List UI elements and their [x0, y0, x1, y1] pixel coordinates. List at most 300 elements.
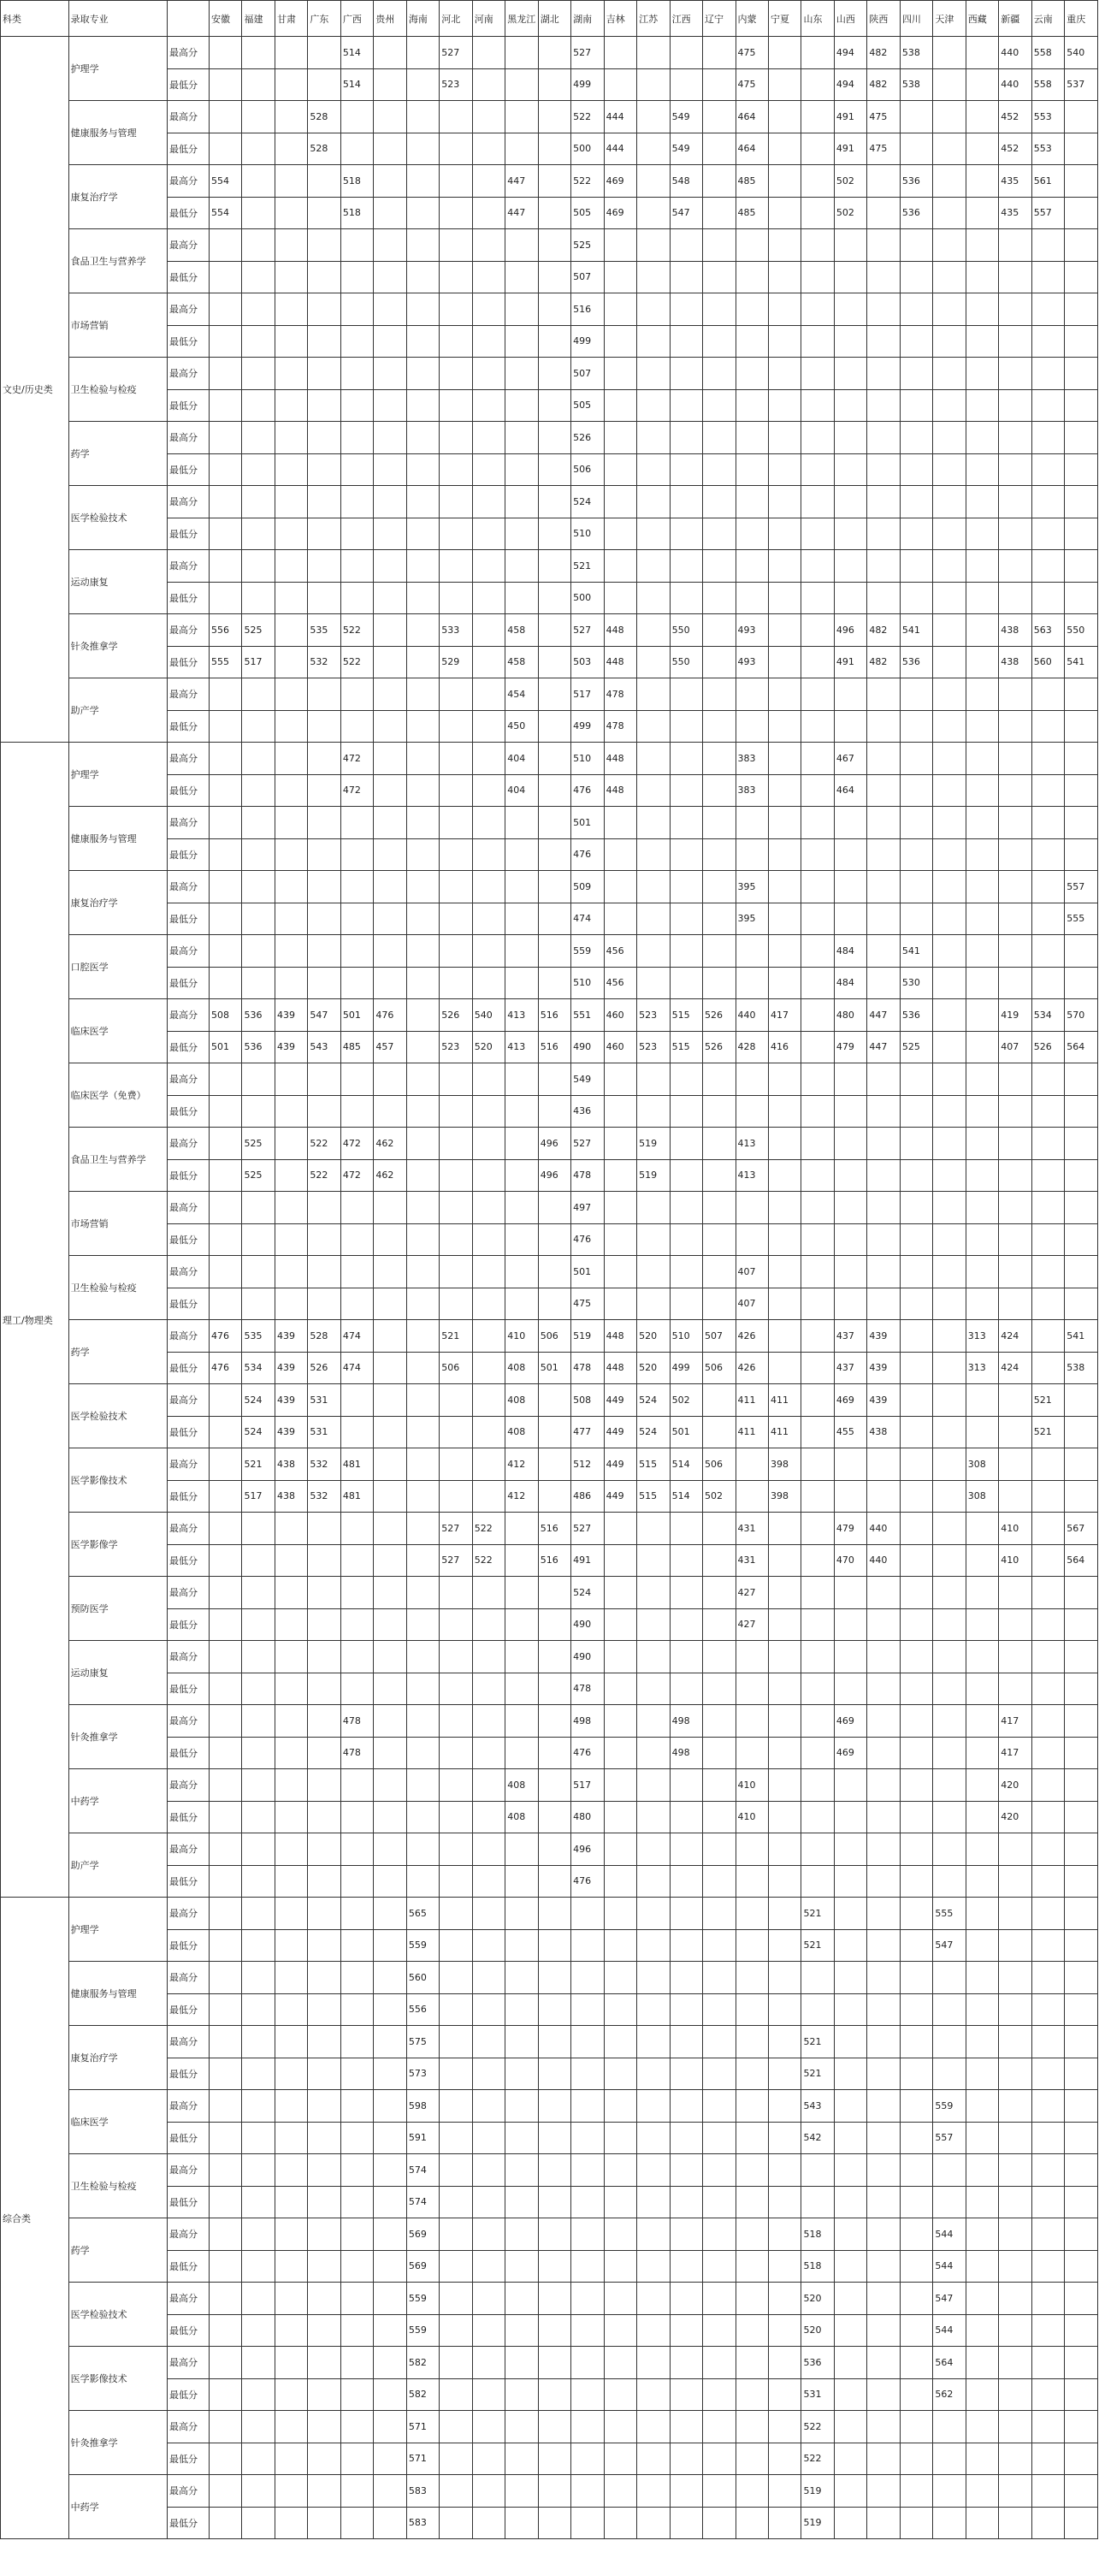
- score-cell: 424: [999, 1352, 1031, 1384]
- score-cell: [210, 1577, 242, 1609]
- score-cell: [703, 518, 736, 550]
- score-cell: [670, 229, 702, 262]
- score-cell: [210, 1288, 242, 1320]
- score-cell: [275, 838, 307, 871]
- score-cell: 507: [571, 358, 604, 390]
- score-cell: [703, 1128, 736, 1160]
- score-cell: [340, 1673, 373, 1705]
- score-cell: [406, 261, 439, 293]
- score-cell: [801, 1095, 834, 1128]
- score-cell: [308, 1769, 340, 1802]
- score-cell: [966, 293, 998, 326]
- score-cell: [933, 1641, 966, 1673]
- score-cell: [768, 2378, 801, 2411]
- score-cell: [505, 2218, 538, 2251]
- score-cell: [1031, 389, 1064, 422]
- score-cell: [440, 1159, 472, 1192]
- table-row: [1, 935, 1098, 968]
- score-cell: [308, 2218, 340, 2251]
- score-cell: [670, 68, 702, 101]
- score-cell: [933, 2186, 966, 2218]
- score-cell: [867, 1480, 900, 1513]
- score-cell: [406, 68, 439, 101]
- score-cell: [210, 1256, 242, 1288]
- score-cell: [999, 807, 1031, 839]
- score-cell: 527: [571, 1513, 604, 1545]
- score-cell: 514: [670, 1448, 702, 1481]
- score-cell: [966, 2475, 998, 2508]
- score-cell: [472, 2218, 505, 2251]
- score-cell: [440, 293, 472, 326]
- score-cell: [340, 293, 373, 326]
- score-cell: 475: [867, 133, 900, 165]
- score-cell: [210, 1769, 242, 1802]
- score-cell: [275, 774, 307, 807]
- score-cell: [637, 2218, 670, 2251]
- score-cell: [933, 101, 966, 133]
- score-cell: [900, 1929, 932, 1962]
- score-cell: 457: [374, 1031, 406, 1063]
- major-cell: 预防医学: [68, 1577, 167, 1641]
- score-cell: [340, 1577, 373, 1609]
- score-cell: [275, 678, 307, 711]
- score-cell: [406, 646, 439, 678]
- score-cell: 439: [275, 1416, 307, 1448]
- score-cell: [834, 2411, 866, 2443]
- score-cell: [867, 678, 900, 711]
- score-cell: [933, 197, 966, 229]
- score-cell: [440, 2186, 472, 2218]
- score-cell: [1031, 486, 1064, 518]
- score-cell: [637, 646, 670, 678]
- score-cell: 478: [604, 710, 636, 743]
- score-cell: [242, 453, 275, 486]
- header-province: 四川: [900, 1, 932, 37]
- score-cell: [374, 1865, 406, 1898]
- score-cell: 521: [801, 1929, 834, 1962]
- score-cell: [472, 1223, 505, 1256]
- score-cell: [736, 2411, 768, 2443]
- score-cell: [242, 1673, 275, 1705]
- score-cell: [440, 710, 472, 743]
- score-cell: [571, 1993, 604, 2026]
- major-cell: 口腔医学: [68, 935, 167, 999]
- score-cell: 519: [571, 1320, 604, 1353]
- score-cell: [374, 2378, 406, 2411]
- score-cell: [374, 1962, 406, 1994]
- score-cell: [242, 2347, 275, 2379]
- score-cell: [834, 1288, 866, 1320]
- score-cell: [275, 2507, 307, 2539]
- score-cell: [340, 261, 373, 293]
- score-cell: [966, 1031, 998, 1063]
- score-type-cell: 最低分: [168, 1031, 210, 1063]
- score-cell: 510: [670, 1320, 702, 1353]
- score-cell: [703, 2507, 736, 2539]
- score-cell: [275, 68, 307, 101]
- score-cell: [900, 1737, 932, 1769]
- score-cell: [538, 486, 570, 518]
- score-cell: [900, 358, 932, 390]
- score-cell: [999, 2411, 1031, 2443]
- score-cell: [999, 2218, 1031, 2251]
- score-cell: [374, 389, 406, 422]
- header-province: 山西: [834, 1, 866, 37]
- score-cell: [308, 1833, 340, 1866]
- score-cell: [1031, 871, 1064, 903]
- score-type-cell: 最低分: [168, 1801, 210, 1833]
- score-cell: 475: [736, 68, 768, 101]
- score-cell: [900, 2411, 932, 2443]
- score-cell: [703, 2378, 736, 2411]
- score-cell: [242, 1095, 275, 1128]
- score-cell: [505, 1705, 538, 1738]
- score-cell: [736, 293, 768, 326]
- score-cell: 490: [571, 1608, 604, 1641]
- score-cell: [1031, 229, 1064, 262]
- major-cell: 中药学: [68, 2475, 167, 2539]
- score-cell: 499: [571, 710, 604, 743]
- score-cell: [736, 1063, 768, 1096]
- score-cell: [999, 1833, 1031, 1866]
- score-cell: [242, 101, 275, 133]
- score-cell: [472, 358, 505, 390]
- score-cell: [801, 229, 834, 262]
- score-cell: [637, 2186, 670, 2218]
- score-cell: [736, 1865, 768, 1898]
- score-cell: [1031, 967, 1064, 999]
- score-cell: 439: [275, 999, 307, 1032]
- score-cell: 508: [210, 999, 242, 1032]
- score-cell: [440, 2507, 472, 2539]
- score-cell: [966, 1128, 998, 1160]
- score-cell: [538, 1384, 570, 1417]
- score-cell: 564: [1065, 1031, 1098, 1063]
- score-cell: [933, 1865, 966, 1898]
- score-cell: [933, 293, 966, 326]
- score-cell: 521: [801, 1898, 834, 1930]
- score-cell: [210, 37, 242, 69]
- score-cell: [275, 37, 307, 69]
- score-cell: [867, 1673, 900, 1705]
- score-cell: [505, 1608, 538, 1641]
- score-cell: 527: [571, 614, 604, 647]
- score-cell: 449: [604, 1448, 636, 1481]
- score-cell: [275, 1544, 307, 1577]
- score-cell: [801, 1833, 834, 1866]
- score-cell: 517: [242, 646, 275, 678]
- score-cell: [604, 582, 636, 614]
- score-cell: [834, 2090, 866, 2123]
- score-cell: [637, 1608, 670, 1641]
- score-cell: [472, 1641, 505, 1673]
- score-cell: 514: [340, 68, 373, 101]
- score-cell: [374, 37, 406, 69]
- score-cell: [966, 261, 998, 293]
- score-cell: [340, 903, 373, 935]
- score-cell: [340, 486, 373, 518]
- score-cell: [637, 2443, 670, 2475]
- score-cell: [440, 1288, 472, 1320]
- score-cell: [966, 197, 998, 229]
- score-cell: [538, 358, 570, 390]
- score-cell: [505, 2058, 538, 2090]
- table-row: [1, 2218, 1098, 2251]
- score-cell: [867, 1769, 900, 1802]
- score-cell: [210, 1801, 242, 1833]
- score-cell: [406, 871, 439, 903]
- score-cell: [966, 2218, 998, 2251]
- table-row: [1, 614, 1098, 647]
- score-cell: 502: [834, 165, 866, 198]
- score-cell: 485: [736, 165, 768, 198]
- score-cell: [637, 582, 670, 614]
- score-cell: 522: [340, 614, 373, 647]
- score-cell: [374, 68, 406, 101]
- score-cell: [275, 1769, 307, 1802]
- score-cell: [1031, 2347, 1064, 2379]
- score-cell: [670, 838, 702, 871]
- score-cell: [374, 358, 406, 390]
- score-cell: [374, 518, 406, 550]
- score-cell: [374, 1608, 406, 1641]
- score-type-cell: 最高分: [168, 2154, 210, 2187]
- score-cell: [1031, 2314, 1064, 2347]
- header-province: 云南: [1031, 1, 1064, 37]
- score-cell: 522: [472, 1544, 505, 1577]
- score-cell: [670, 1833, 702, 1866]
- score-cell: [538, 518, 570, 550]
- score-cell: [801, 967, 834, 999]
- score-cell: [571, 2218, 604, 2251]
- score-cell: [340, 2443, 373, 2475]
- score-cell: [768, 101, 801, 133]
- score-cell: [670, 293, 702, 326]
- score-cell: [340, 1384, 373, 1417]
- score-cell: [275, 1737, 307, 1769]
- score-cell: [1065, 1095, 1098, 1128]
- score-cell: [768, 1898, 801, 1930]
- header-score-type: [168, 1, 210, 37]
- score-cell: [933, 1513, 966, 1545]
- score-cell: 564: [1065, 1544, 1098, 1577]
- score-cell: 494: [834, 68, 866, 101]
- score-cell: [275, 1063, 307, 1096]
- score-cell: 526: [703, 1031, 736, 1063]
- table-row: [1, 1898, 1098, 1930]
- score-cell: 452: [999, 133, 1031, 165]
- major-cell: 运动康复: [68, 1641, 167, 1705]
- score-cell: [703, 710, 736, 743]
- score-cell: [736, 1480, 768, 1513]
- score-cell: [768, 2507, 801, 2539]
- score-cell: 411: [768, 1384, 801, 1417]
- score-cell: [210, 1416, 242, 1448]
- score-cell: [440, 935, 472, 968]
- score-cell: [406, 550, 439, 583]
- score-cell: [703, 550, 736, 583]
- score-cell: [440, 1384, 472, 1417]
- score-cell: 417: [999, 1737, 1031, 1769]
- score-type-cell: 最低分: [168, 133, 210, 165]
- score-cell: [604, 2347, 636, 2379]
- score-cell: [275, 1898, 307, 1930]
- score-cell: [933, 1095, 966, 1128]
- score-cell: [637, 2090, 670, 2123]
- score-cell: [210, 293, 242, 326]
- score-cell: [340, 1256, 373, 1288]
- score-cell: [538, 2218, 570, 2251]
- score-type-cell: 最高分: [168, 358, 210, 390]
- score-cell: 549: [670, 133, 702, 165]
- score-cell: 538: [900, 37, 932, 69]
- score-cell: [768, 2122, 801, 2154]
- header-province: 西藏: [966, 1, 998, 37]
- score-cell: [538, 1673, 570, 1705]
- score-cell: 553: [1031, 101, 1064, 133]
- score-cell: [834, 325, 866, 358]
- score-cell: 496: [571, 1833, 604, 1866]
- score-cell: [768, 2090, 801, 2123]
- score-cell: [1065, 325, 1098, 358]
- score-cell: [406, 389, 439, 422]
- score-cell: 439: [867, 1384, 900, 1417]
- score-cell: [670, 2218, 702, 2251]
- score-cell: [505, 2186, 538, 2218]
- score-cell: 535: [308, 614, 340, 647]
- header-province: 安徽: [210, 1, 242, 37]
- score-cell: [670, 2186, 702, 2218]
- score-cell: [406, 1288, 439, 1320]
- score-cell: 519: [637, 1159, 670, 1192]
- score-cell: [867, 967, 900, 999]
- score-cell: [308, 2411, 340, 2443]
- score-cell: [933, 582, 966, 614]
- score-type-cell: 最高分: [168, 1320, 210, 1353]
- score-cell: 516: [538, 1031, 570, 1063]
- score-cell: [571, 2058, 604, 2090]
- score-cell: [999, 1223, 1031, 1256]
- score-cell: [374, 1801, 406, 1833]
- score-cell: [210, 1833, 242, 1866]
- score-cell: [1065, 133, 1098, 165]
- score-cell: [210, 2090, 242, 2123]
- score-cell: [900, 1448, 932, 1481]
- score-cell: 476: [210, 1352, 242, 1384]
- score-cell: [1031, 1801, 1064, 1833]
- score-cell: [966, 453, 998, 486]
- score-cell: [538, 1801, 570, 1833]
- score-cell: [703, 2283, 736, 2315]
- score-cell: [604, 2411, 636, 2443]
- score-cell: [1031, 582, 1064, 614]
- score-cell: [834, 807, 866, 839]
- score-cell: 447: [867, 1031, 900, 1063]
- score-cell: [736, 2475, 768, 2508]
- score-cell: [308, 2026, 340, 2058]
- score-cell: [571, 2283, 604, 2315]
- score-cell: [1065, 1448, 1098, 1481]
- score-cell: [374, 1833, 406, 1866]
- score-cell: [768, 1801, 801, 1833]
- score-cell: [768, 1705, 801, 1738]
- score-cell: [242, 325, 275, 358]
- score-cell: [604, 1801, 636, 1833]
- score-cell: [703, 389, 736, 422]
- score-cell: 448: [604, 774, 636, 807]
- score-cell: [538, 1962, 570, 1994]
- score-cell: [374, 1544, 406, 1577]
- score-cell: [900, 1480, 932, 1513]
- score-cell: 398: [768, 1480, 801, 1513]
- score-cell: [505, 935, 538, 968]
- score-cell: 438: [275, 1480, 307, 1513]
- score-cell: [999, 2026, 1031, 2058]
- score-cell: [210, 453, 242, 486]
- score-cell: [900, 1962, 932, 1994]
- score-cell: 523: [440, 68, 472, 101]
- score-cell: [374, 743, 406, 775]
- score-cell: 508: [571, 1384, 604, 1417]
- score-cell: [374, 101, 406, 133]
- score-cell: [1031, 807, 1064, 839]
- score-cell: [933, 646, 966, 678]
- header-province: 陕西: [867, 1, 900, 37]
- score-cell: 544: [933, 2314, 966, 2347]
- score-cell: [242, 2154, 275, 2187]
- score-cell: [538, 614, 570, 647]
- score-cell: [275, 935, 307, 968]
- score-cell: [472, 2314, 505, 2347]
- score-cell: [703, 838, 736, 871]
- score-cell: [867, 1223, 900, 1256]
- major-cell: 医学检验技术: [68, 486, 167, 550]
- score-cell: [340, 2154, 373, 2187]
- score-cell: [308, 903, 340, 935]
- score-cell: [472, 453, 505, 486]
- score-cell: [933, 743, 966, 775]
- score-cell: [210, 1223, 242, 1256]
- score-cell: [1031, 1641, 1064, 1673]
- score-cell: [966, 2443, 998, 2475]
- score-cell: [703, 1898, 736, 1930]
- score-cell: [637, 133, 670, 165]
- score-cell: [670, 486, 702, 518]
- score-type-cell: 最高分: [168, 1384, 210, 1417]
- score-cell: [472, 550, 505, 583]
- score-cell: [242, 2250, 275, 2283]
- score-cell: [703, 1159, 736, 1192]
- score-cell: [670, 2411, 702, 2443]
- score-type-cell: 最高分: [168, 1833, 210, 1866]
- score-cell: [604, 422, 636, 454]
- score-cell: [703, 1641, 736, 1673]
- score-cell: [406, 743, 439, 775]
- score-type-cell: 最高分: [168, 935, 210, 968]
- score-cell: 525: [571, 229, 604, 262]
- score-cell: [999, 1577, 1031, 1609]
- score-cell: [1031, 550, 1064, 583]
- score-cell: [966, 614, 998, 647]
- score-cell: [374, 422, 406, 454]
- score-cell: [604, 261, 636, 293]
- score-cell: [210, 710, 242, 743]
- score-type-cell: 最高分: [168, 422, 210, 454]
- score-cell: [308, 1801, 340, 1833]
- score-cell: [933, 1288, 966, 1320]
- score-cell: [242, 903, 275, 935]
- score-type-cell: 最低分: [168, 2443, 210, 2475]
